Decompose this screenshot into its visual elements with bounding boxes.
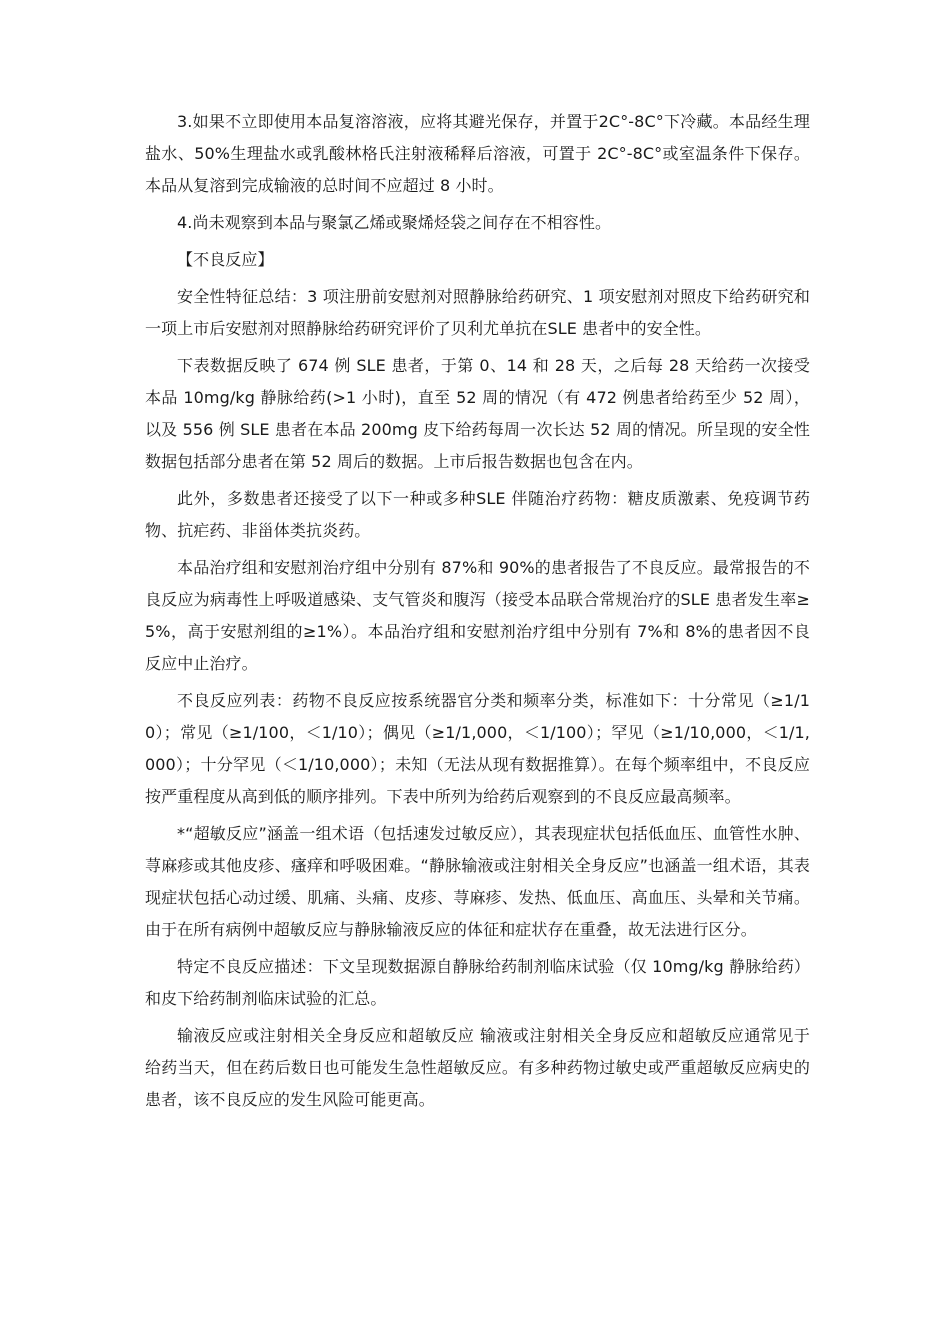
paragraph-patient-exposure: 下表数据反映了 674 例 SLE 患者，于第 0、14 和 28 天，之后每 28 天给药一次接受本品 10mg/kg 静脉给药(>1 小时)，直至 52 周的情况（有 472 例患者给药至少 52 周），以及 556 例 SLE 患者在本品 200mg 皮下给药每周一次长达 52 周的情况。所呈现的安全性数据包括部分患者在第 52 周后的数据。上市后报告数据也包含在内。	[145, 356, 810, 471]
section-heading-adverse-reactions: 【不良反应】	[177, 250, 274, 269]
paragraph-storage-after-reconstitution: 3.如果不立即使用本品复溶溶液，应将其避光保存，并置于2C°-8C°下冷藏。本品经生理盐水、50%生理盐水或乳酸林格氏注射液稀释后溶液，可置于 2C°-8C°或室温条件下保存。本品从复溶到完成输液的总时间不应超过 8 小时。	[145, 112, 810, 195]
paragraph-safety-summary: 安全性特征总结：3 项注册前安慰剂对照静脉给药研究、1 项安慰剂对照皮下给药研究和一项上市后安慰剂对照静脉给药研究评价了贝利尤单抗在SLE 患者中的安全性。	[145, 287, 810, 338]
paragraph-frequency-classification: 不良反应列表：药物不良反应按系统器官分类和频率分类，标准如下：十分常见（≥1/10）；常见（≥1/100，＜1/10）；偶见（≥1/1,000，＜1/100）；罕见（≥1/10,000，＜1/1,000）；十分罕见（＜1/10,000）；未知（无法从现有数据推算）。在每个频率组中，不良反应按严重程度从高到低的顺序排列。下表中所列为给药后观察到的不良反应最高频率。	[145, 691, 810, 806]
document-body	[145, 106, 810, 1121]
paragraph-concomitant-medications: 此外，多数患者还接受了以下一种或多种SLE 伴随治疗药物：糖皮质激素、免疫调节药物、抗疟药、非甾体类抗炎药。	[145, 489, 810, 540]
paragraph-infusion-reactions: 输液反应或注射相关全身反应和超敏反应 输液或注射相关全身反应和超敏反应通常见于给药当天，但在药后数日也可能发生急性超敏反应。有多种药物过敏史或严重超敏反应病史的患者，该不良反应的发生风险可能更高。	[145, 1026, 810, 1109]
paragraph-adverse-reaction-rates: 本品治疗组和安慰剂治疗组中分别有 87%和 90%的患者报告了不良反应。最常报告的不良反应为病毒性上呼吸道感染、支气管炎和腹泻（接受本品联合常规治疗的SLE 患者发生率≥5%，高于安慰剂组的≥1%）。本品治疗组和安慰剂治疗组中分别有 7%和 8%的患者因不良反应中止治疗。	[145, 558, 810, 673]
paragraph-compatibility: 4.尚未观察到本品与聚氯乙烯或聚烯烃袋之间存在不相容性。	[177, 213, 612, 232]
paragraph-hypersensitivity-definition: *“超敏反应”涵盖一组术语（包括速发过敏反应），其表现症状包括低血压、血管性水肿、荨麻疹或其他皮疹、瘙痒和呼吸困难。“静脉输液或注射相关全身反应”也涵盖一组术语，其表现症状包括心动过缓、肌痛、头痛、皮疹、荨麻疹、发热、低血压、高血压、头晕和关节痛。由于在所有病例中超敏反应与静脉输液反应的体征和症状存在重叠，故无法进行区分。	[145, 824, 810, 939]
paragraph-specific-reactions-intro: 特定不良反应描述：下文呈现数据源自静脉给药制剂临床试验（仅 10mg/kg 静脉给药）和皮下给药制剂临床试验的汇总。	[145, 957, 810, 1008]
